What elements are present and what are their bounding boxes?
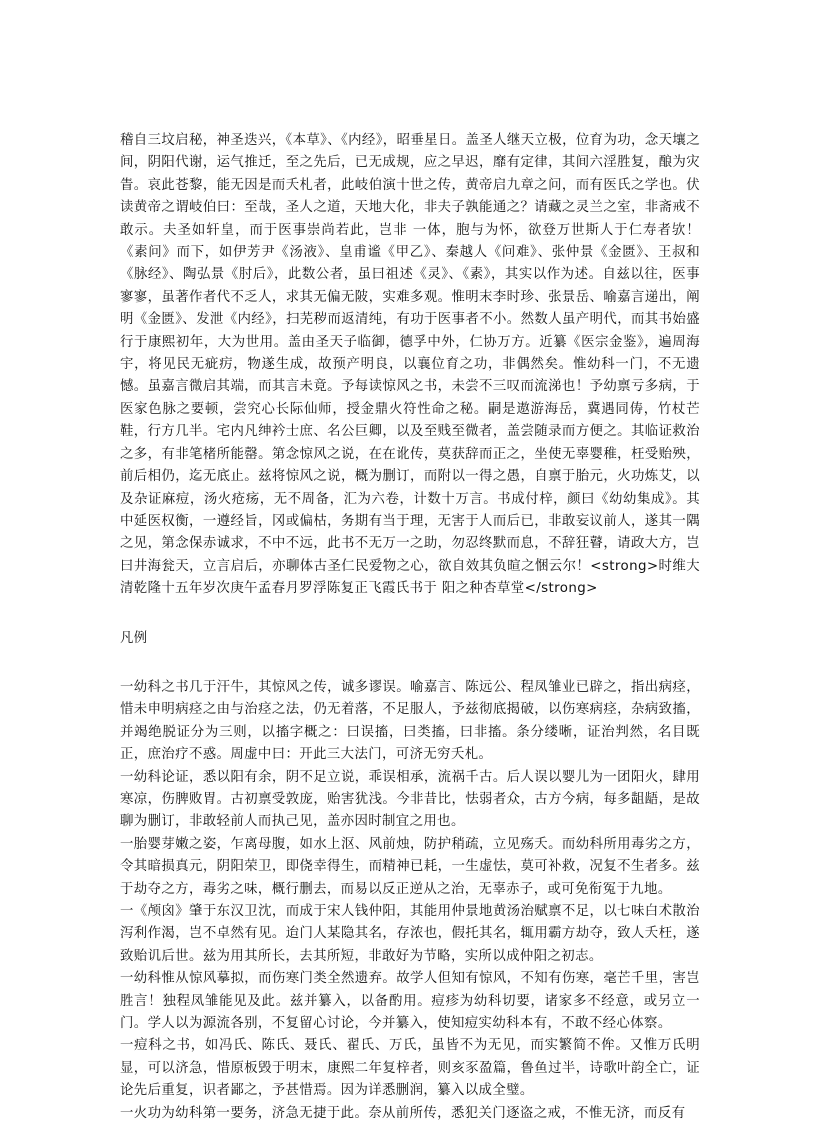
rule-item: 一痘科之书，如冯氏、陈氏、聂氏、翟氏、万氏，虽皆不为无见，而实繁简不侔。又惟万氏明显，可以济急，惜原板毁于明末，康熙二年复梓者，则亥豕盈篇，鲁鱼过半，诗歌叶韵全亡，证论先后重复，识者鄙之，予甚惜焉。因为详悉删润，纂入以成全璧。 <box>120 1038 700 1099</box>
rule-item: 一幼科惟从惊风摹拟，而伤寒门类全然遗弃。故学人但知有惊风，不知有伤寒，毫芒千里，害岂胜言！独程凤雏能见及此。兹并纂入，以备酌用。痘疹为幼科切要，诸家多不经意，或另立一门。学人以为源流各别，不复留心讨论，今并纂入，使知痘实幼科本有，不敢不经心体察。 <box>120 971 700 1032</box>
rule-item: 一胎婴芽嫩之姿，乍离母腹，如水上沤、风前烛，防护稍疏，立见殇夭。而幼科所用毒劣之方，令其暗损真元，阴阳荣卫，即侥幸得生，而精神已耗，一生虚怯，莫可补救，况复不生者多。兹于劫夺之方，毒劣之味，概行删去，而易以反正逆从之治，无辜赤子，或可免衔冤于九地。 <box>120 836 700 897</box>
section-title: 凡例 <box>120 630 148 646</box>
rule-item: 一火功为幼科第一要务，济急无捷于此。奈从前所传，悉犯关门逐盗之戒，不惟无济，而反有 <box>120 1105 686 1121</box>
rule-item: 一《颅囟》肇于东汉卫沈，而成于宋人钱仲阳，其能用仲景地黄汤治赋禀不足，以七味白术散治泻利作渴，岂不卓然有见。迨门人某隐其名，存浓也，假托其名，辄用霸方劫夺，致人夭枉，遂致贻讥后世。兹为用其所长，去其所短，非敢好为节略，实所以成仲阳之初志。 <box>120 904 700 964</box>
preface-signature: <strong>时维大清乾隆十五年岁次庚午孟春月罗浮陈复正飞霞氏书于 阳之种杏草堂</strong> <box>120 558 700 597</box>
rules-list <box>120 677 700 1125</box>
rule-item: 一幼科论证，悉以阳有余，阴不足立说，乖误相承，流祸千古。后人误以婴儿为一团阳火，肆用寒凉，伤脾败胃。古初禀受敦庞，贻害犹浅。今非昔比，怯弱者众，古方今病，每多龃龉，是故聊为删订，非敢轻前人而执己见，盖亦因时制宜之用也。 <box>120 769 700 830</box>
preface-paragraph <box>120 130 700 601</box>
document-page <box>120 130 700 1125</box>
rule-item: 一幼科之书几于汗牛，其惊风之传，诚多谬误。喻嘉言、陈远公、程凤雏业已辟之，指出病痉，惜未申明病痉之由与治痉之法，仍无着落，不足服人，予兹彻底揭破，以伤寒病痉，杂病致搐，并竭绝脱证分为三则，以搐字概之：曰误搐，曰类搐，曰非搐。条分缕晰，证治判然，名目既正，庶治疗不惑。周虚中曰：开此三大法门，可济无穷夭札。 <box>120 679 700 763</box>
preface-text: 稽自三坟启秘，神圣迭兴，《本草》、《内经》，昭垂星日。盖圣人继天立极，位育为功，念天壤之间，阴阳代谢，运气推迁，至之先后，已无成规，应之早迟，靡有定律，其间六淫胜复，酿为灾眚。哀此苍黎，能无因是而夭札者，此岐伯演十世之传，黄帝启九章之问，而有医氏之学也。伏读黄帝之谓岐伯曰：至哉，圣人之道，天地大化，非夫子孰能通之？请藏之灵兰之室，非斋戒不敢示。夫圣如轩皇，而于医事崇尚若此，岂非 一体，胞与为怀，欲登万世斯人于仁寿者欤！《素问》而下，如伊芳尹《汤液》、皇甫谧《甲乙》、秦越人《问难》、张仲景《金匮》、王叔和《脉经》、陶弘景《肘后》，此数公者，虽曰祖述《灵》、《素》，其实以作为述。自兹以往，医事寥寥，虽著作者代不乏人，求其无偏无陂，实难多观。惟明末李时珍、张景岳、喻嘉言递出，阐明《金匮》、发泄《内经》，扫芜秽而返清纯，有功于医事者不小。然数人虽产明代，而其书始盛行于康熙初年，大为世用。盖由圣天子临御，德孚中外，仁协万方。近纂《医宗金鉴》，遍周海宇，将见民无疵疠，物遂生成，故预产明良，以襄位育之功，非偶然矣。惟幼科一门，不无遗憾。虽嘉言微启其端，而其言未竟。予每读惊风之书，未尝不三叹而流涕也！予幼禀亏多病，于医家色脉之要顿，尝究心长际仙师，授金鼎火符性命之秘。嗣是遨游海岳，冀遇同俦，竹杖芒鞋，行方几半。宅内凡绅衿士庶、名公巨卿，以及至贱至微者，盖尝随录而方便之。其临证救治之多，有非笔楮所能罄。第念惊风之说，在在讹传，莫获辞而正之，坐使无辜婴稚，枉受贻殃，前后相仍，迄无底止。兹将惊风之说，概为删订，而附以一得之愚，自禀于胎元，火功炼艾，以及杂证麻痘，汤火疮疡，无不周备，汇为六卷，计数十万言。书成付梓，颜曰《幼幼集成》。其中延医权衡，一遵经旨，冈或偏枯，务期有当于理，无害于人而后已，非敢妄议前人，遂其一隅之见，第念保赤诚求，不中不远，此书不无万一之助，勿忍终默而息，不辞狂瞽，请政大方，岂曰井海瓮天，立言启后，亦聊体古圣仁民爱物之心，欲自效其负暄之悃云尔！ <box>120 133 700 574</box>
